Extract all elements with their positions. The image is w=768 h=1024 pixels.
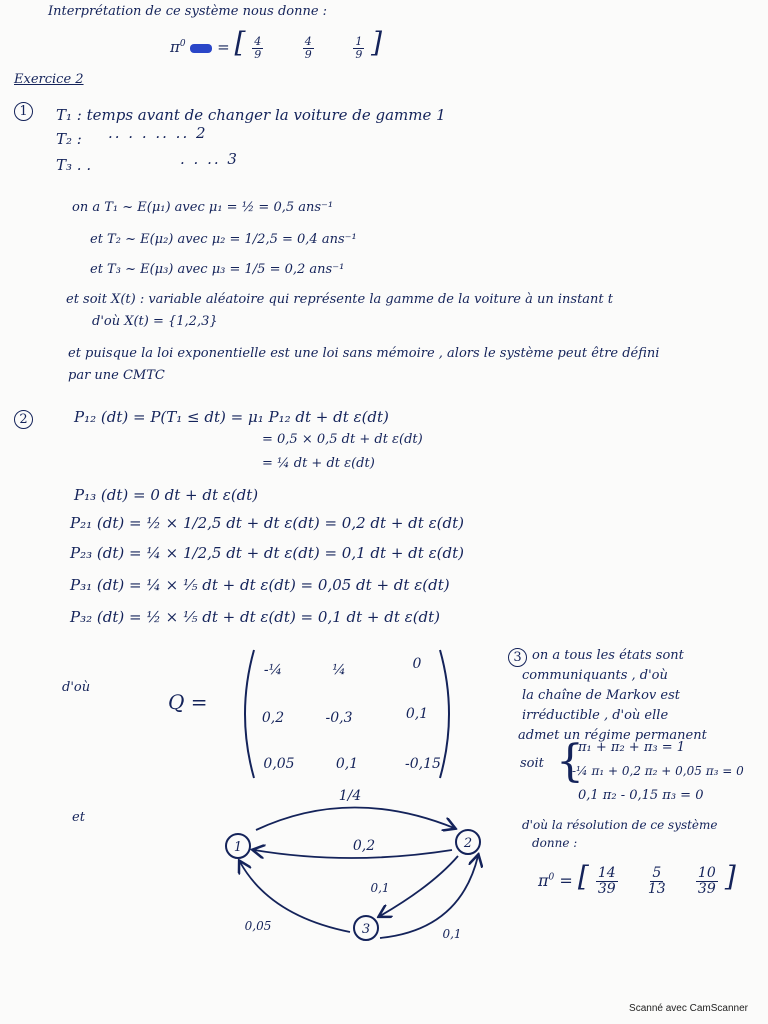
graph-node-1 xyxy=(226,834,250,858)
svg-text:3: 3 xyxy=(361,922,371,937)
graph-node-2 xyxy=(456,830,480,854)
highlight-mark xyxy=(190,44,212,53)
p31-line: P₃₁ (dt) = ¼ × ⅕ dt + dt ε(dt) = 0,05 dt + dt ε(dt) xyxy=(70,576,450,594)
matrix-cell: ¼ xyxy=(332,662,346,678)
p13-line: P₁₃ (dt) = 0 dt + dt ε(dt) xyxy=(74,486,259,504)
p32-line: P₃₂ (dt) = ½ × ⅕ dt + dt ε(dt) = 0,1 dt + dt ε(dt) xyxy=(70,608,441,626)
soit-label: soit xyxy=(520,756,544,771)
q3-line-3: la chaîne de Markov est xyxy=(522,688,680,703)
x-set: d'où X(t) = {1,2,3} xyxy=(92,314,218,329)
p21-line: P₂₁ (dt) = ½ × 1/2,5 dt + dt ε(dt) = 0,2 dt + dt ε(dt) xyxy=(70,514,464,532)
system-eq-3: 0,1 π₂ - 0,15 π₃ = 0 xyxy=(578,788,704,803)
pi-symbol: π xyxy=(538,871,549,890)
transition-graph xyxy=(200,780,520,960)
conclusion-line-1: et puisque la loi exponentielle est une loi sans mémoire , alors le système peut être défini xyxy=(68,346,660,361)
p12-line-1: P₁₂ (dt) = P(T₁ ≤ dt) = μ₁ P₁₂ dt + dt ε(dt) xyxy=(74,408,389,426)
system-eq-1: π₁ + π₂ + π₃ = 1 xyxy=(578,740,686,755)
matrix-lead: d'où xyxy=(62,680,91,695)
t2-dots: .. . . .. .. 2 xyxy=(108,124,208,142)
q3-line-2: communiquants , d'où xyxy=(522,668,668,683)
scanner-footer: Scanné avec CamScanner xyxy=(629,1003,748,1014)
law-t3: et T₃ ~ E(μ₃) avec μ₃ = 1/5 = 0,2 ans⁻¹ xyxy=(90,262,345,277)
intro-pi-vector: $\pi^0$ = [ $\frac{4}{9}$ $\frac{4}{9}$ $\frac{1}{9}$ ] xyxy=(170,26,383,61)
exercise-title: Exercice 2 xyxy=(14,72,84,87)
edge-1-to-2-label: 1/4 xyxy=(338,788,362,804)
law-t2: et T₂ ~ E(μ₂) avec μ₂ = 1/2,5 = 0,4 ans⁻¹ xyxy=(90,232,357,247)
question-1-number: 1 xyxy=(14,102,33,121)
result-pi-2: $\frac{5}{13}$ xyxy=(647,865,666,897)
matrix-cell: -¼ xyxy=(263,662,283,678)
matrix-cell: -0,3 xyxy=(325,710,353,726)
result-pi-1: $\frac{14}{39}$ xyxy=(597,865,616,897)
conclusion-line-2: par une CMTC xyxy=(68,368,165,383)
intro-pi-3: $\frac{1}{9}$ xyxy=(355,34,363,61)
pi-symbol: π xyxy=(170,38,180,56)
result-pi-3: $\frac{10}{39}$ xyxy=(697,865,716,897)
matrix-cell: 0,1 xyxy=(335,756,359,772)
p12-line-2: = 0,5 × 0,5 dt + dt ε(dt) xyxy=(262,432,423,447)
edge-2-to-3 xyxy=(380,856,458,916)
p12-line-3: = ¼ dt + dt ε(dt) xyxy=(262,456,375,471)
graph-lead: et xyxy=(72,810,85,825)
q3-line-4: irréductible , d'où elle xyxy=(522,708,669,723)
matrix-cell: 0,2 xyxy=(261,710,285,726)
edge-3-to-1-label: 0,05 xyxy=(244,919,272,933)
matrix-name: Q = xyxy=(168,690,208,714)
edge-1-to-2 xyxy=(256,807,454,830)
t3-label: T₃ . . xyxy=(56,156,92,174)
graph-node-3 xyxy=(354,916,378,940)
matrix-cell: 0,1 xyxy=(405,706,429,722)
result-lead-2: donne : xyxy=(532,836,578,850)
system-eq-2: -¼ π₁ + 0,2 π₂ + 0,05 π₃ = 0 xyxy=(572,764,744,778)
intro-pi-2: $\frac{4}{9}$ xyxy=(304,34,312,61)
intro-pi-1: $\frac{4}{9}$ xyxy=(254,34,262,61)
intro-line: Interprétation de ce système nous donne : xyxy=(48,4,328,19)
result-pi-vector: $\pi^0$ = [ $\frac{14}{39}$ $\frac{5}{13}$ $\frac{10}{39}$ ] xyxy=(538,860,736,897)
p23-line: P₂₃ (dt) = ¼ × 1/2,5 dt + dt ε(dt) = 0,1 dt + dt ε(dt) xyxy=(70,544,464,562)
edge-3-to-2 xyxy=(380,856,478,938)
law-t1: on a T₁ ~ E(μ₁) avec μ₁ = ½ = 0,5 ans⁻¹ xyxy=(72,200,334,215)
q3-line-5: admet un régime permanent xyxy=(518,728,707,743)
edge-2-to-1-label: 0,2 xyxy=(352,838,376,854)
question-3-number: 3 xyxy=(508,648,527,667)
system-brace: { xyxy=(556,736,584,787)
edge-2-to-3-label: 0,1 xyxy=(370,881,390,895)
matrix-cell: 0,05 xyxy=(263,756,295,772)
edge-3-to-2-label: 0,1 xyxy=(442,927,462,941)
svg-text:2: 2 xyxy=(463,836,473,851)
q3-line-1: on a tous les états sont xyxy=(532,648,684,663)
question-2-number: 2 xyxy=(14,410,33,429)
t1-definition: T₁ : temps avant de changer la voiture de gamme 1 xyxy=(56,106,446,124)
t2-label: T₂ : xyxy=(56,130,82,148)
t3-dots: . . .. 3 xyxy=(180,150,239,168)
svg-text:1: 1 xyxy=(233,840,243,855)
matrix-cell: 0 xyxy=(412,656,422,672)
matrix-cell: -0,15 xyxy=(405,756,441,772)
x-definition: et soit X(t) : variable aléatoire qui représente la gamme de la voiture à un instant t xyxy=(66,292,613,307)
result-lead-1: d'où la résolution de ce système xyxy=(522,818,718,832)
